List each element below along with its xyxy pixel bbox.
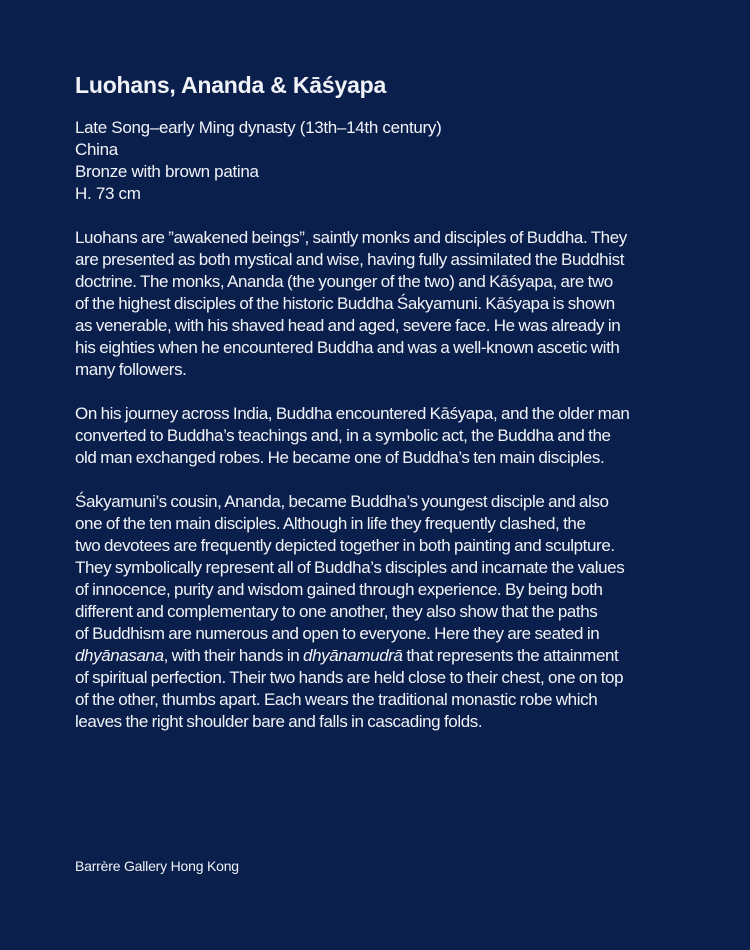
text-line: different and complementary to one another, they also show that the paths bbox=[75, 602, 598, 621]
text-line: of the highest disciples of the historic Buddha Śakyamuni. Kāśyapa is shown bbox=[75, 294, 615, 313]
paragraph-ananda bbox=[75, 491, 695, 733]
text-fragment: , with their hands in bbox=[163, 646, 304, 665]
text-panel bbox=[75, 0, 695, 950]
description-body bbox=[75, 227, 695, 755]
text-line: are presented as both mystical and wise, having fully assimilated the Buddhist bbox=[75, 250, 625, 269]
term-dhyanasana: dhyānasana bbox=[75, 646, 164, 665]
artwork-details bbox=[75, 117, 441, 205]
text-line: one of the ten main disciples. Although in life they frequently clashed, the bbox=[75, 514, 586, 533]
gallery-credit: Barrère Gallery Hong Kong bbox=[75, 858, 239, 874]
paragraph-intro bbox=[75, 227, 695, 381]
text-line: doctrine. The monks, Ananda (the younger of the two) and Kāśyapa, are two bbox=[75, 272, 613, 291]
text-line: leaves the right shoulder bare and falls in cascading folds. bbox=[75, 712, 483, 731]
material-line: Bronze with brown patina bbox=[75, 162, 259, 181]
text-line: old man exchanged robes. He became one of Buddha’s ten main disciples. bbox=[75, 448, 605, 467]
text-line: of innocence, purity and wisdom gained through experience. By being both bbox=[75, 580, 603, 599]
text-line: his eighties when he encountered Buddha and was a well-known ascetic with bbox=[75, 338, 620, 357]
text-line: of Buddhism are numerous and open to everyone. Here they are seated in bbox=[75, 624, 600, 643]
text-line: They symbolically represent all of Buddha’s disciples and incarnate the values bbox=[75, 558, 625, 577]
text-line: two devotees are frequently depicted together in both painting and sculpture. bbox=[75, 536, 615, 555]
text-line: as venerable, with his shaved head and aged, severe face. He was already in bbox=[75, 316, 621, 335]
text-line: Śakyamuni’s cousin, Ananda, became Buddha’s youngest disciple and also bbox=[75, 492, 609, 511]
text-line: of spiritual perfection. Their two hands are held close to their chest, one on top bbox=[75, 668, 624, 687]
text-line: converted to Buddha’s teachings and, in a symbolic act, the Buddha and the bbox=[75, 426, 611, 445]
text-line: of the other, thumbs apart. Each wears the traditional monastic robe which bbox=[75, 690, 598, 709]
origin-line: China bbox=[75, 140, 118, 159]
text-line: many followers. bbox=[75, 360, 187, 379]
dimensions-line: H. 73 cm bbox=[75, 184, 141, 203]
artwork-title: Luohans, Ananda & Kāśyapa bbox=[75, 72, 387, 98]
term-dhyanamudra: dhyānamudrā bbox=[303, 646, 403, 665]
period-line: Late Song–early Ming dynasty (13th–14th century) bbox=[75, 118, 442, 137]
text-line-mixed bbox=[75, 645, 695, 667]
paragraph-journey bbox=[75, 403, 695, 469]
text-line: Luohans are ”awakened beings”, saintly monks and disciples of Buddha. They bbox=[75, 228, 627, 247]
text-line: On his journey across India, Buddha encountered Kāśyapa, and the older man bbox=[75, 404, 630, 423]
text-fragment: that represents the attainment bbox=[402, 646, 619, 665]
